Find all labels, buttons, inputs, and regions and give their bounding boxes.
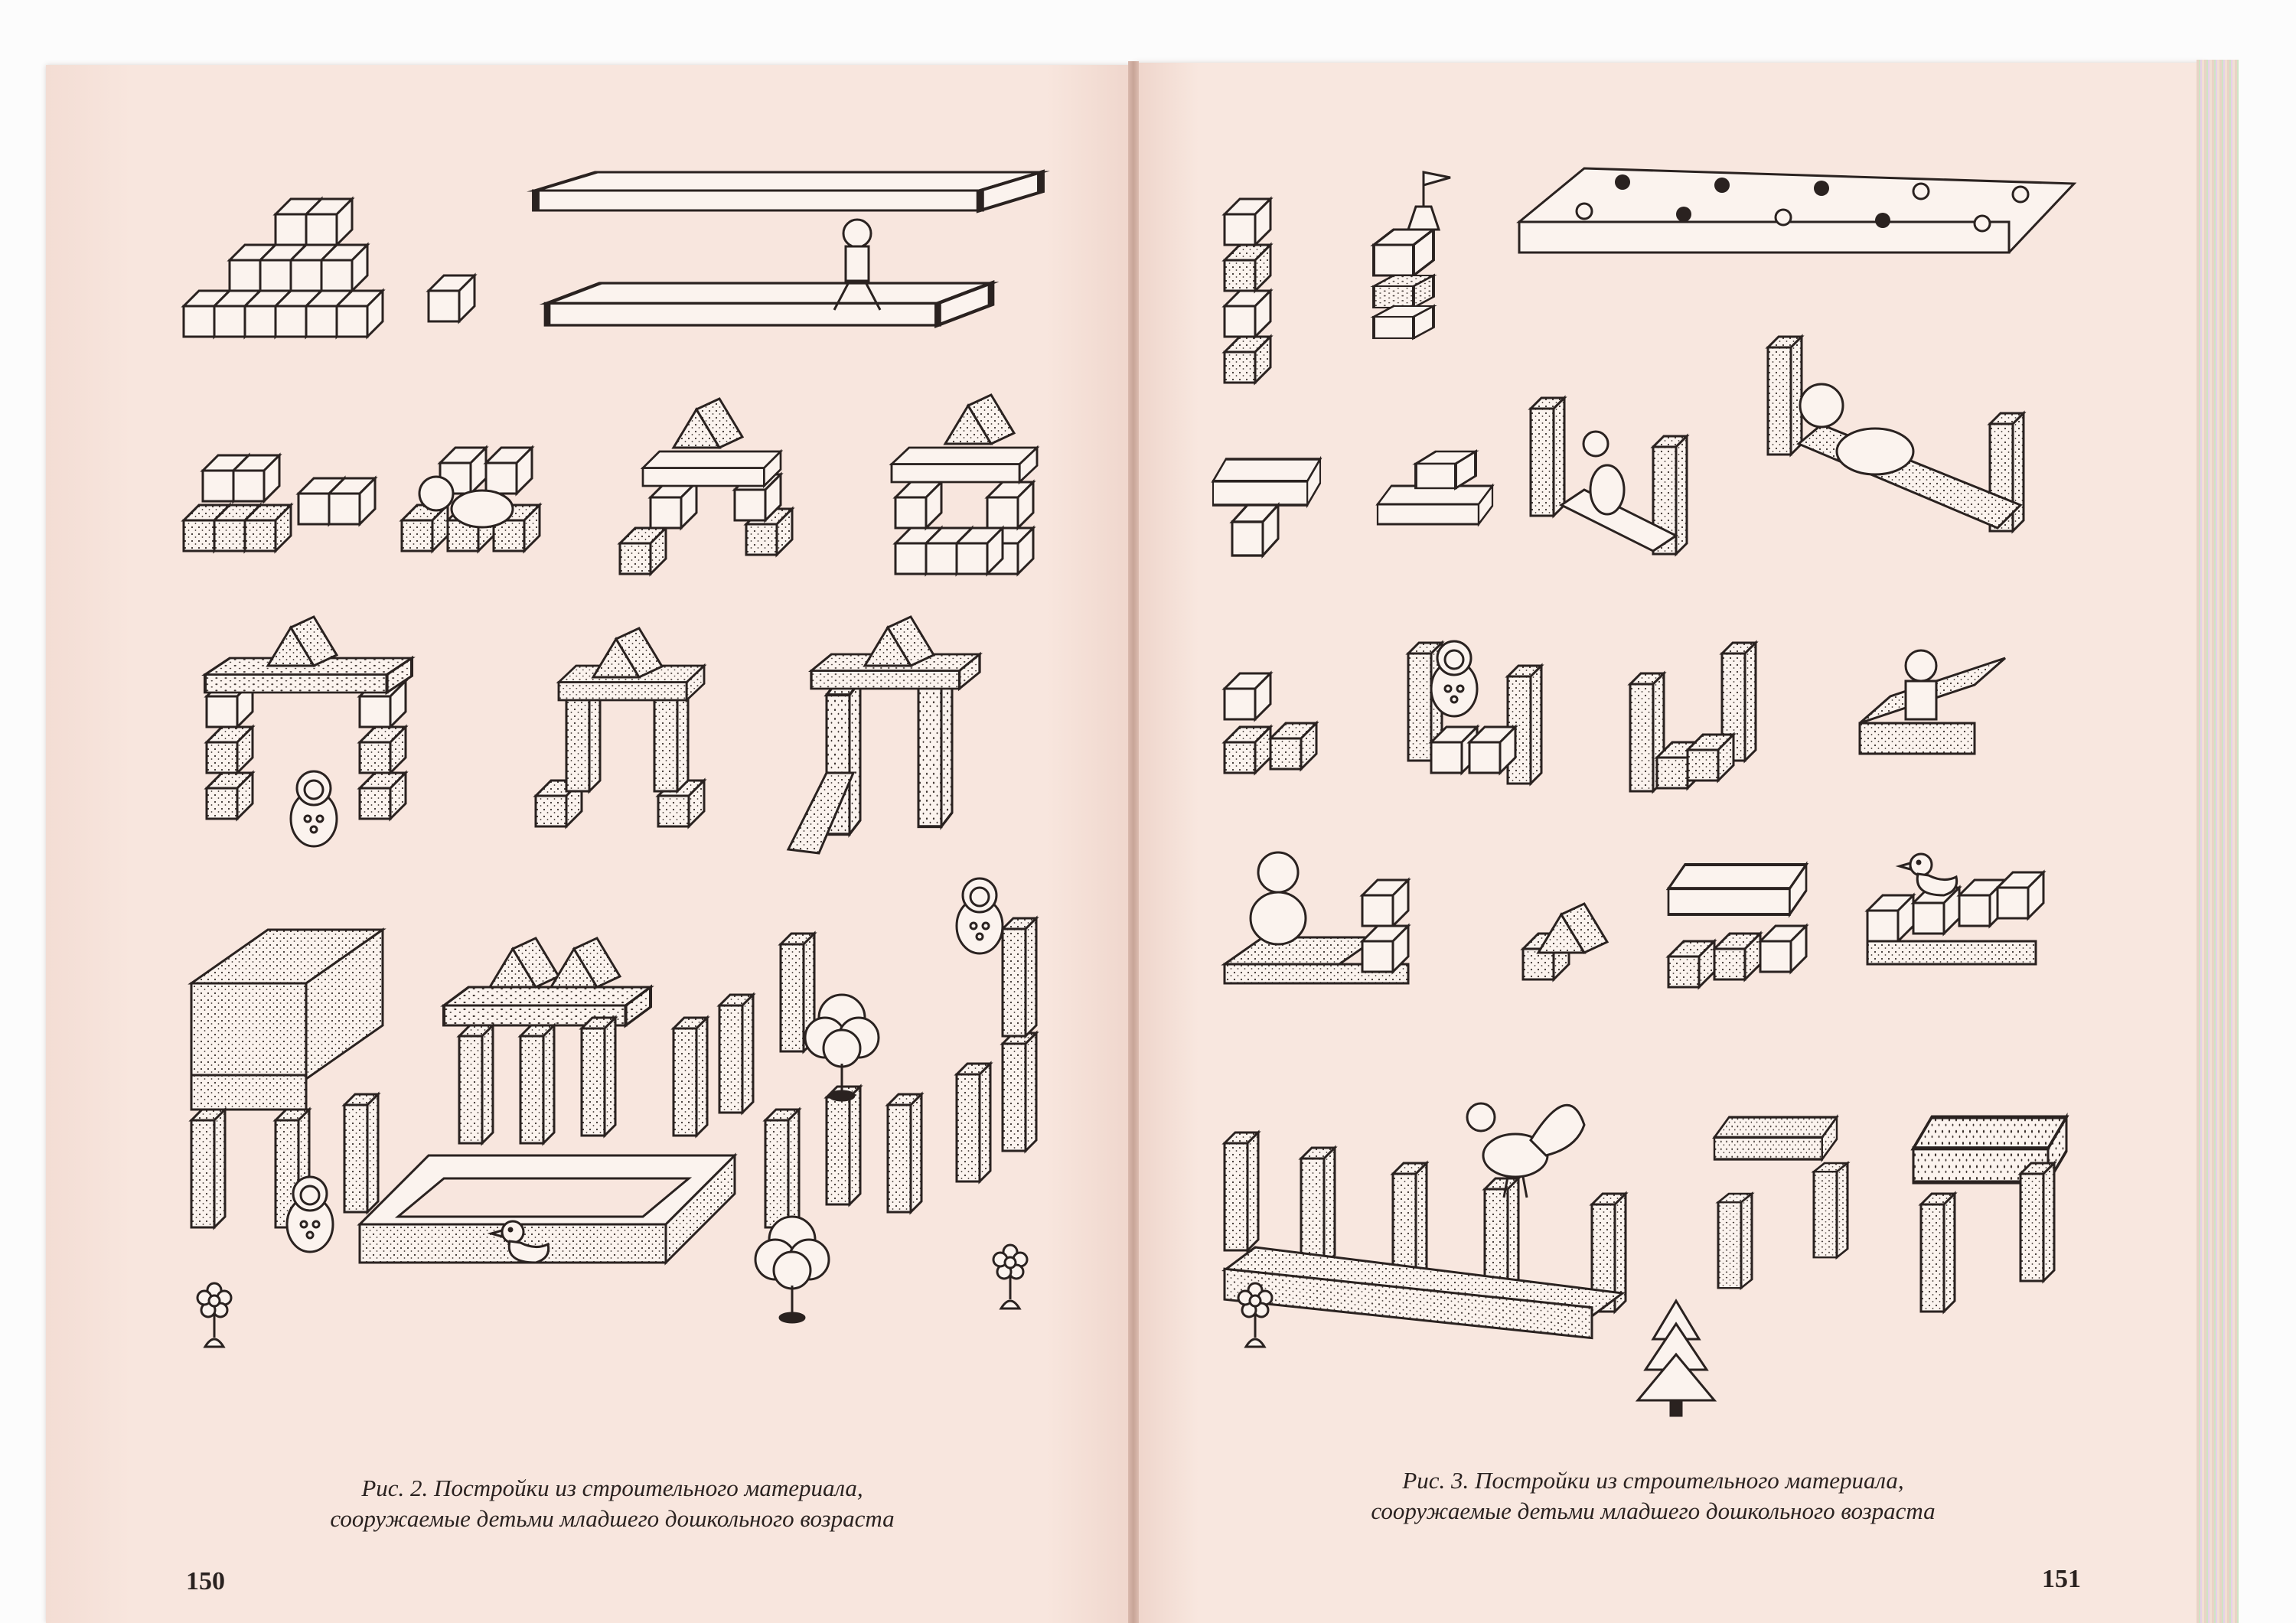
table-build <box>1213 459 1320 556</box>
flower-icon <box>197 1283 231 1347</box>
fir-tree-icon <box>1638 1301 1714 1416</box>
bed-with-bear <box>402 448 540 551</box>
bear-on-bench <box>1225 852 1408 983</box>
tower-with-flag <box>1374 172 1450 338</box>
road-plate <box>1519 168 2074 253</box>
caption-line-1: Рис. 2. Постройки из строительного материала, <box>361 1475 863 1501</box>
sandbox-with-duck <box>360 1155 735 1263</box>
rooster-figure <box>1467 1103 1584 1198</box>
gate-with-doll <box>205 617 412 846</box>
chair-build <box>1225 673 1316 773</box>
flower-icon <box>993 1245 1027 1309</box>
wall-with-duck <box>1867 854 2043 964</box>
page-number-right: 151 <box>2042 1565 2081 1593</box>
caption-line-2: сооружаемые детьми младшего дошкольного возраста <box>1371 1498 1936 1524</box>
cube-tower <box>1225 199 1270 383</box>
bed-with-bear-right <box>1768 337 2024 531</box>
figure-caption-left <box>230 1473 995 1534</box>
tree-icon <box>755 1217 829 1322</box>
cube-pyramid <box>184 199 475 337</box>
flower-icon <box>1238 1283 1272 1347</box>
bed-with-bunny <box>1531 398 1687 554</box>
arch-ramp <box>788 617 980 853</box>
small-ramp <box>1523 904 1607 979</box>
arch-pillars <box>536 628 704 826</box>
right-figure-group <box>1213 168 2074 1416</box>
caption-line-2: сооружаемые детьми младшего дошкольного возраста <box>330 1505 895 1532</box>
plank-bridge-bottom <box>547 283 991 325</box>
chair-with-doll <box>1408 641 1541 784</box>
armchair-build <box>184 455 375 551</box>
u-shape-build <box>1630 643 1756 791</box>
castle-wall <box>1225 1133 1626 1338</box>
page-number-left: 150 <box>186 1567 225 1595</box>
plank-bridge-top <box>536 172 1041 210</box>
left-figure-group <box>184 172 1041 1347</box>
house-build <box>191 930 383 1252</box>
bench-build-right <box>1714 1117 1848 1288</box>
step-build <box>1378 451 1492 524</box>
gazebo-build <box>444 938 651 1143</box>
arch-build-2 <box>892 395 1037 574</box>
table-build-right <box>1913 1117 2066 1312</box>
bench-with-doll <box>1860 650 2005 754</box>
figure-caption-right <box>1270 1465 2036 1527</box>
arch-build-1 <box>620 399 792 574</box>
caption-line-1: Рис. 3. Постройки из строительного материала, <box>1402 1467 1904 1494</box>
sofa-build <box>1668 865 1806 987</box>
